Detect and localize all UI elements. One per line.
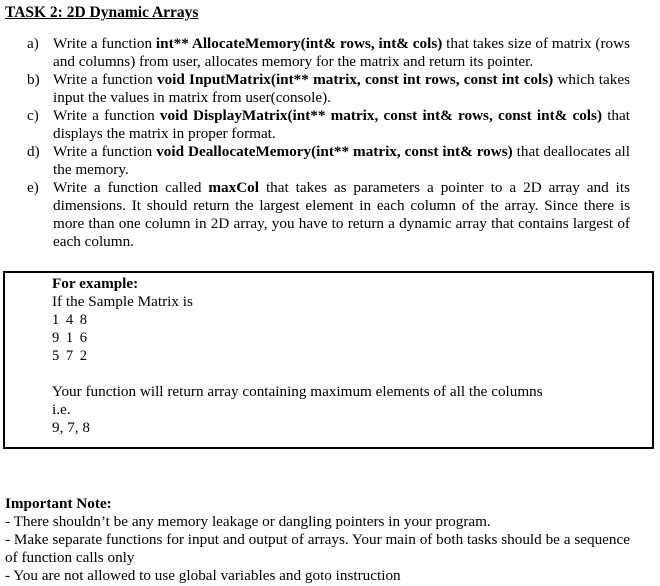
task-label: e) — [27, 179, 39, 196]
text-run: which takes input the values in matrix from user(console). — [53, 71, 630, 106]
task-item-e — [0, 179, 660, 251]
text-run: Write a function called — [53, 179, 209, 196]
task-text — [53, 143, 630, 179]
task-text — [53, 71, 630, 107]
function-signature: void DeallocateMemory(int** matrix, const int& rows) — [156, 143, 513, 160]
text-run: Write a function — [53, 71, 157, 88]
task-label: b) — [27, 71, 40, 88]
text-run: that takes as parameters a pointer to a 2D array and its dimensions. It should return the largest element in each column of the array. Since there is more than one column in 2D array, you have to return a dynamic array that contains largest of each column. — [53, 179, 630, 250]
task-item-c — [0, 107, 660, 143]
page-title: TASK 2: 2D Dynamic Arrays — [5, 4, 199, 21]
example-box — [3, 271, 654, 449]
result-description: Your function will return array containing maximum elements of all the columns — [52, 383, 543, 400]
task-text — [53, 179, 630, 251]
task-item-b — [0, 71, 660, 107]
important-note — [5, 495, 630, 585]
note-line: - There shouldn’t be any memory leakage or dangling pointers in your program. — [5, 513, 491, 530]
function-name: maxCol — [208, 179, 259, 196]
matrix-row: 5 7 2 — [52, 348, 89, 364]
function-signature: void DisplayMatrix(int** matrix, const int& rows, const int& cols) — [159, 107, 602, 124]
task-item-a — [0, 35, 660, 71]
task-list — [0, 35, 660, 251]
text-run: that displays the matrix in proper format. — [53, 107, 630, 142]
text-run: Write a function — [53, 143, 157, 160]
text-run: Write a function — [53, 107, 160, 124]
task-label: d) — [27, 143, 40, 160]
task-label: a) — [27, 35, 39, 52]
matrix-row: 9 1 6 — [52, 330, 89, 346]
text-run: that deallocates all the memory. — [53, 143, 630, 178]
example-heading: For example: — [52, 275, 139, 292]
function-signature: void InputMatrix(int** matrix, const int rows, const int cols) — [156, 71, 554, 88]
task-text — [53, 107, 630, 143]
result-ie: i.e. — [52, 401, 71, 418]
function-signature: int** AllocateMemory(int& rows, int& cols) — [155, 35, 443, 52]
task-text — [53, 35, 630, 71]
text-run: Write a function — [53, 35, 156, 52]
example-intro: If the Sample Matrix is — [52, 293, 193, 310]
task-item-d — [0, 143, 660, 179]
text-run: that takes size of matrix (rows and columns) from user, allocates memory for the matrix and return its pointer. — [53, 35, 630, 70]
matrix-row: 1 4 8 — [52, 312, 89, 328]
result-values: 9, 7, 8 — [52, 419, 90, 436]
example-content — [52, 275, 543, 437]
note-heading: Important Note: — [5, 495, 112, 512]
note-line: - Make separate functions for input and output of arrays. Your main of both tasks should be a sequence of function calls only — [5, 531, 630, 566]
note-line: - You are not allowed to use global variables and goto instruction — [5, 567, 401, 584]
task-label: c) — [27, 107, 39, 124]
